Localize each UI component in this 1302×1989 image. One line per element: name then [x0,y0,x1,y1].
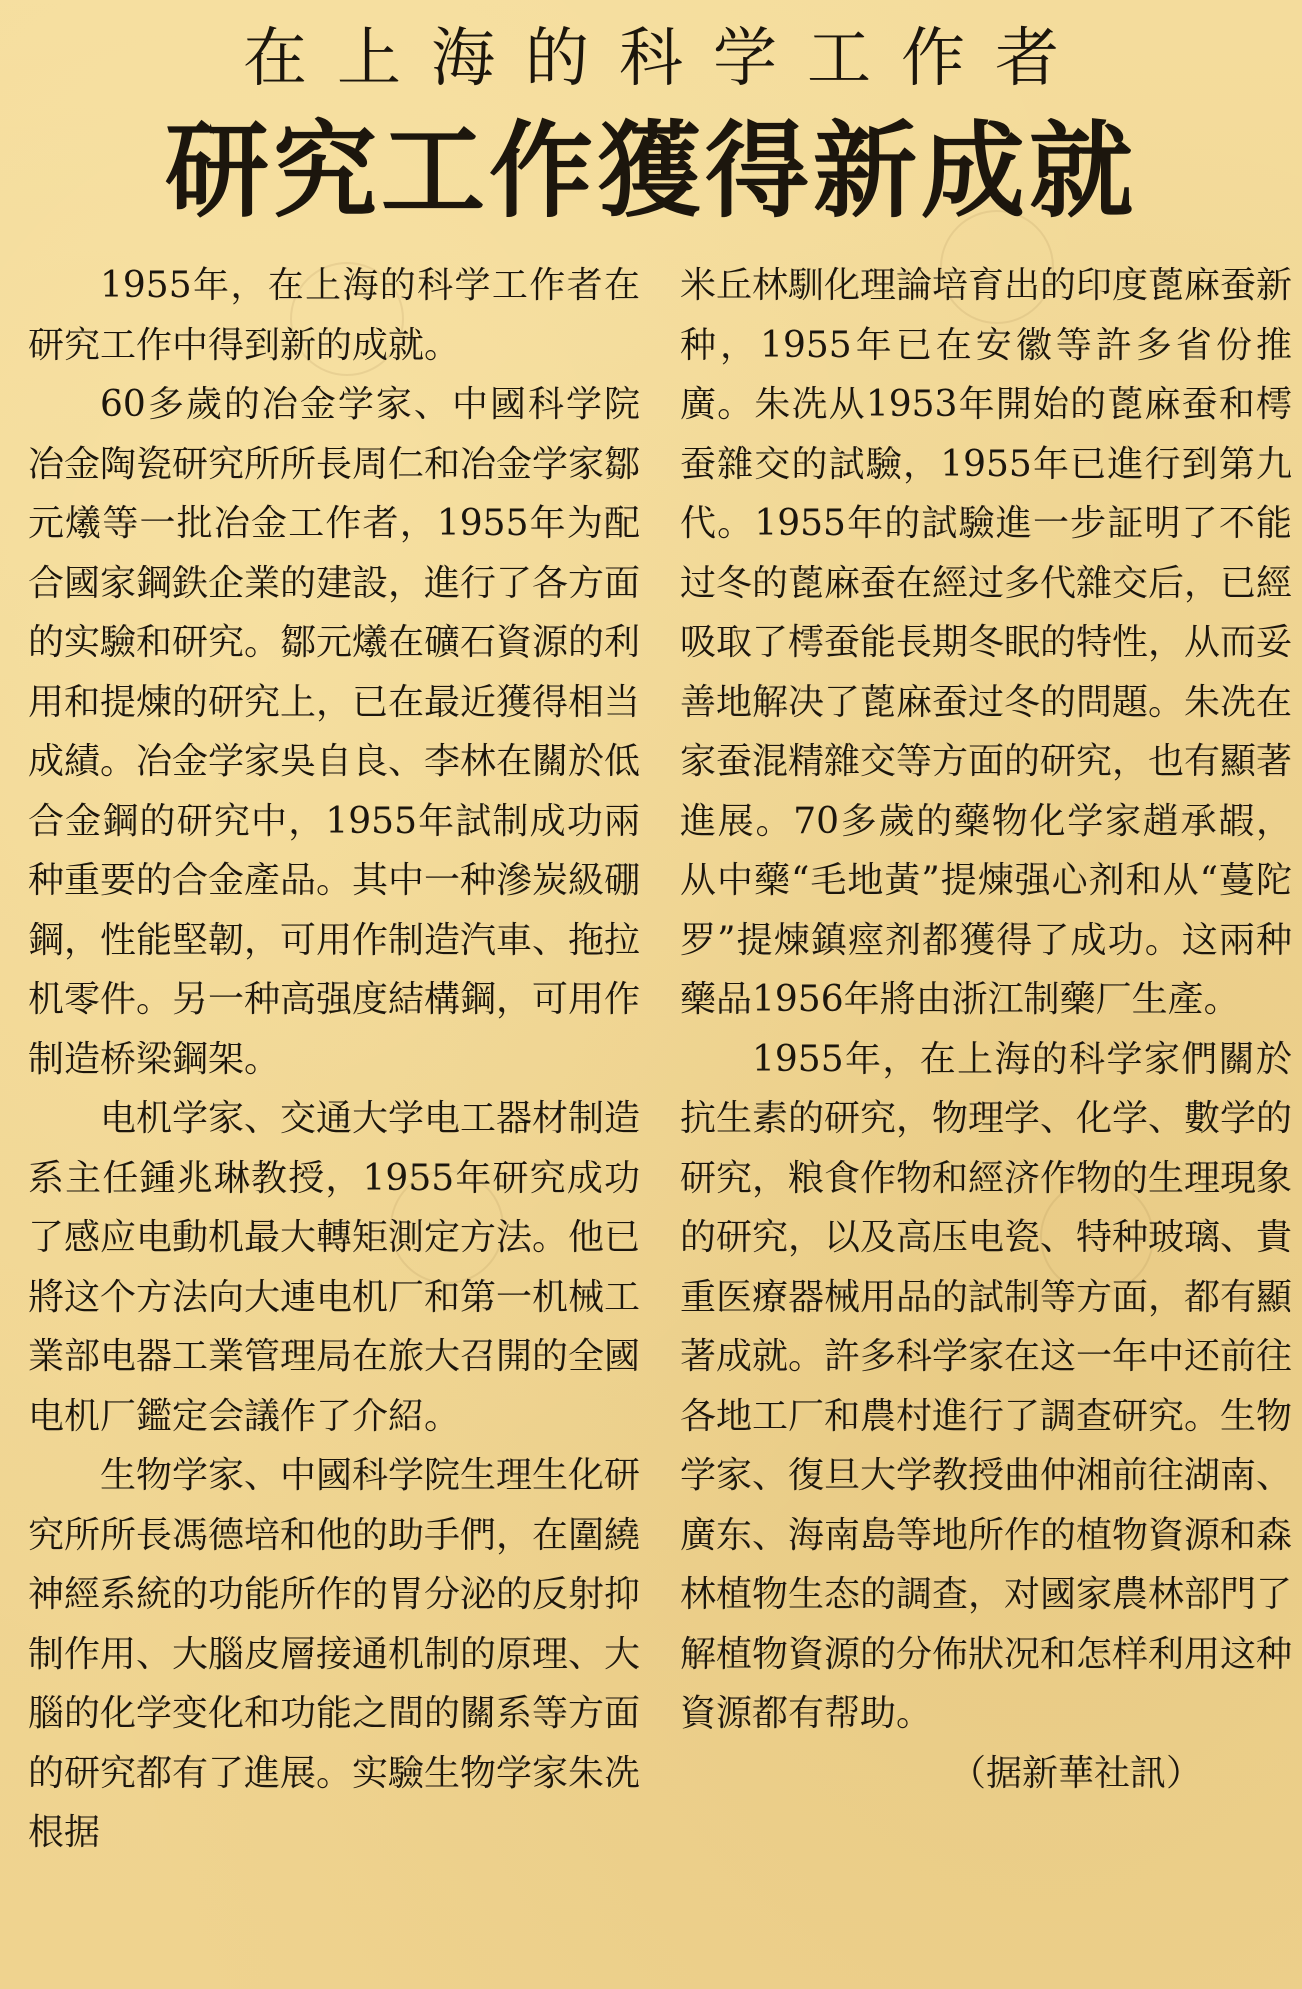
paragraph: 1955年，在上海的科学家們關於抗生素的研究，物理学、化学、數学的研究，粮食作物和經济作物的生理現象的研究，以及高压电瓷、特种玻璃、貴重医療器械用品的試制等方面，都有顯著成就。許多科学家在这一年中还前往各地工厂和農村進行了調查研究。生物学家、復旦大学教授曲仲湘前往湖南、廣东、海南島等地所作的植物資源和森林植物生态的調查，对國家農林部門了解植物資源的分佈狀况和怎样利用这种資源都有帮助。 [680,1038,1293,1734]
right-column [680,256,1292,1803]
news-source-credit: （据新華社訊） [949,1752,1202,1794]
paragraph: 1955年，在上海的科学工作者在研究工作中得到新的成就。 [28,265,640,366]
article-header [0,14,1302,234]
article-headline: 研究工作獲得新成就 [164,109,1137,232]
paragraph-continuation: 米丘林馴化理論培育出的印度蓖麻蚕新种，1955年已在安徽等許多省份推廣。朱冼从1953年開始的蓖麻蚕和樗蚕雜交的試驗，1955年已進行到第九代。1955年的試驗進一步証明了不能过冬的蓖麻蚕在經过多代雜交后，已經吸取了樗蚕能長期冬眠的特性，从而妥善地解决了蓖麻蚕过冬的問題。朱冼在家蚕混精雜交等方面的研究，也有顯著進展。70多歲的藥物化学家趙承嘏，从中藥“毛地黃”提煉强心剂和从“蔓陀罗”提煉鎮痙剂都獲得了成功。这兩种藥品1956年將由浙江制藥厂生產。 [680,265,1293,1020]
paragraph: 生物学家、中國科学院生理生化研究所所長馮德培和他的助手們，在圍繞神經系統的功能所作的胃分泌的反射抑制作用、大腦皮層接通机制的原理、大腦的化学变化和功能之間的關系等方面的研究都有了進展。实驗生物学家朱冼根据 [28,1455,641,1853]
article-kicker: 在上海的科学工作者 [243,22,1089,96]
paragraph: 60多歲的冶金学家、中國科学院冶金陶瓷研究所所長周仁和冶金学家鄒元爔等一批冶金工作者，1955年为配合國家鋼鉄企業的建設，進行了各方面的实驗和研究。鄒元爔在礦石資源的利用和提煉的研究上，已在最近獲得相当成績。冶金学家吳自良、李林在關於低合金鋼的研究中，1955年試制成功兩种重要的合金產品。其中一种滲炭級硼鋼，性能堅韌，可用作制造汽車、拖拉机零件。另一种高强度結構鋼，可用作制造桥梁鋼架。 [28,384,641,1080]
paragraph: 电机学家、交通大学电工器材制造系主任鍾兆琳教授，1955年研究成功了感应电動机最大轉矩測定方法。他已將这个方法向大連电机厂和第一机械工業部电器工業管理局在旅大召開的全國电机厂鑑定会議作了介紹。 [28,1098,641,1437]
left-column [28,256,640,1863]
